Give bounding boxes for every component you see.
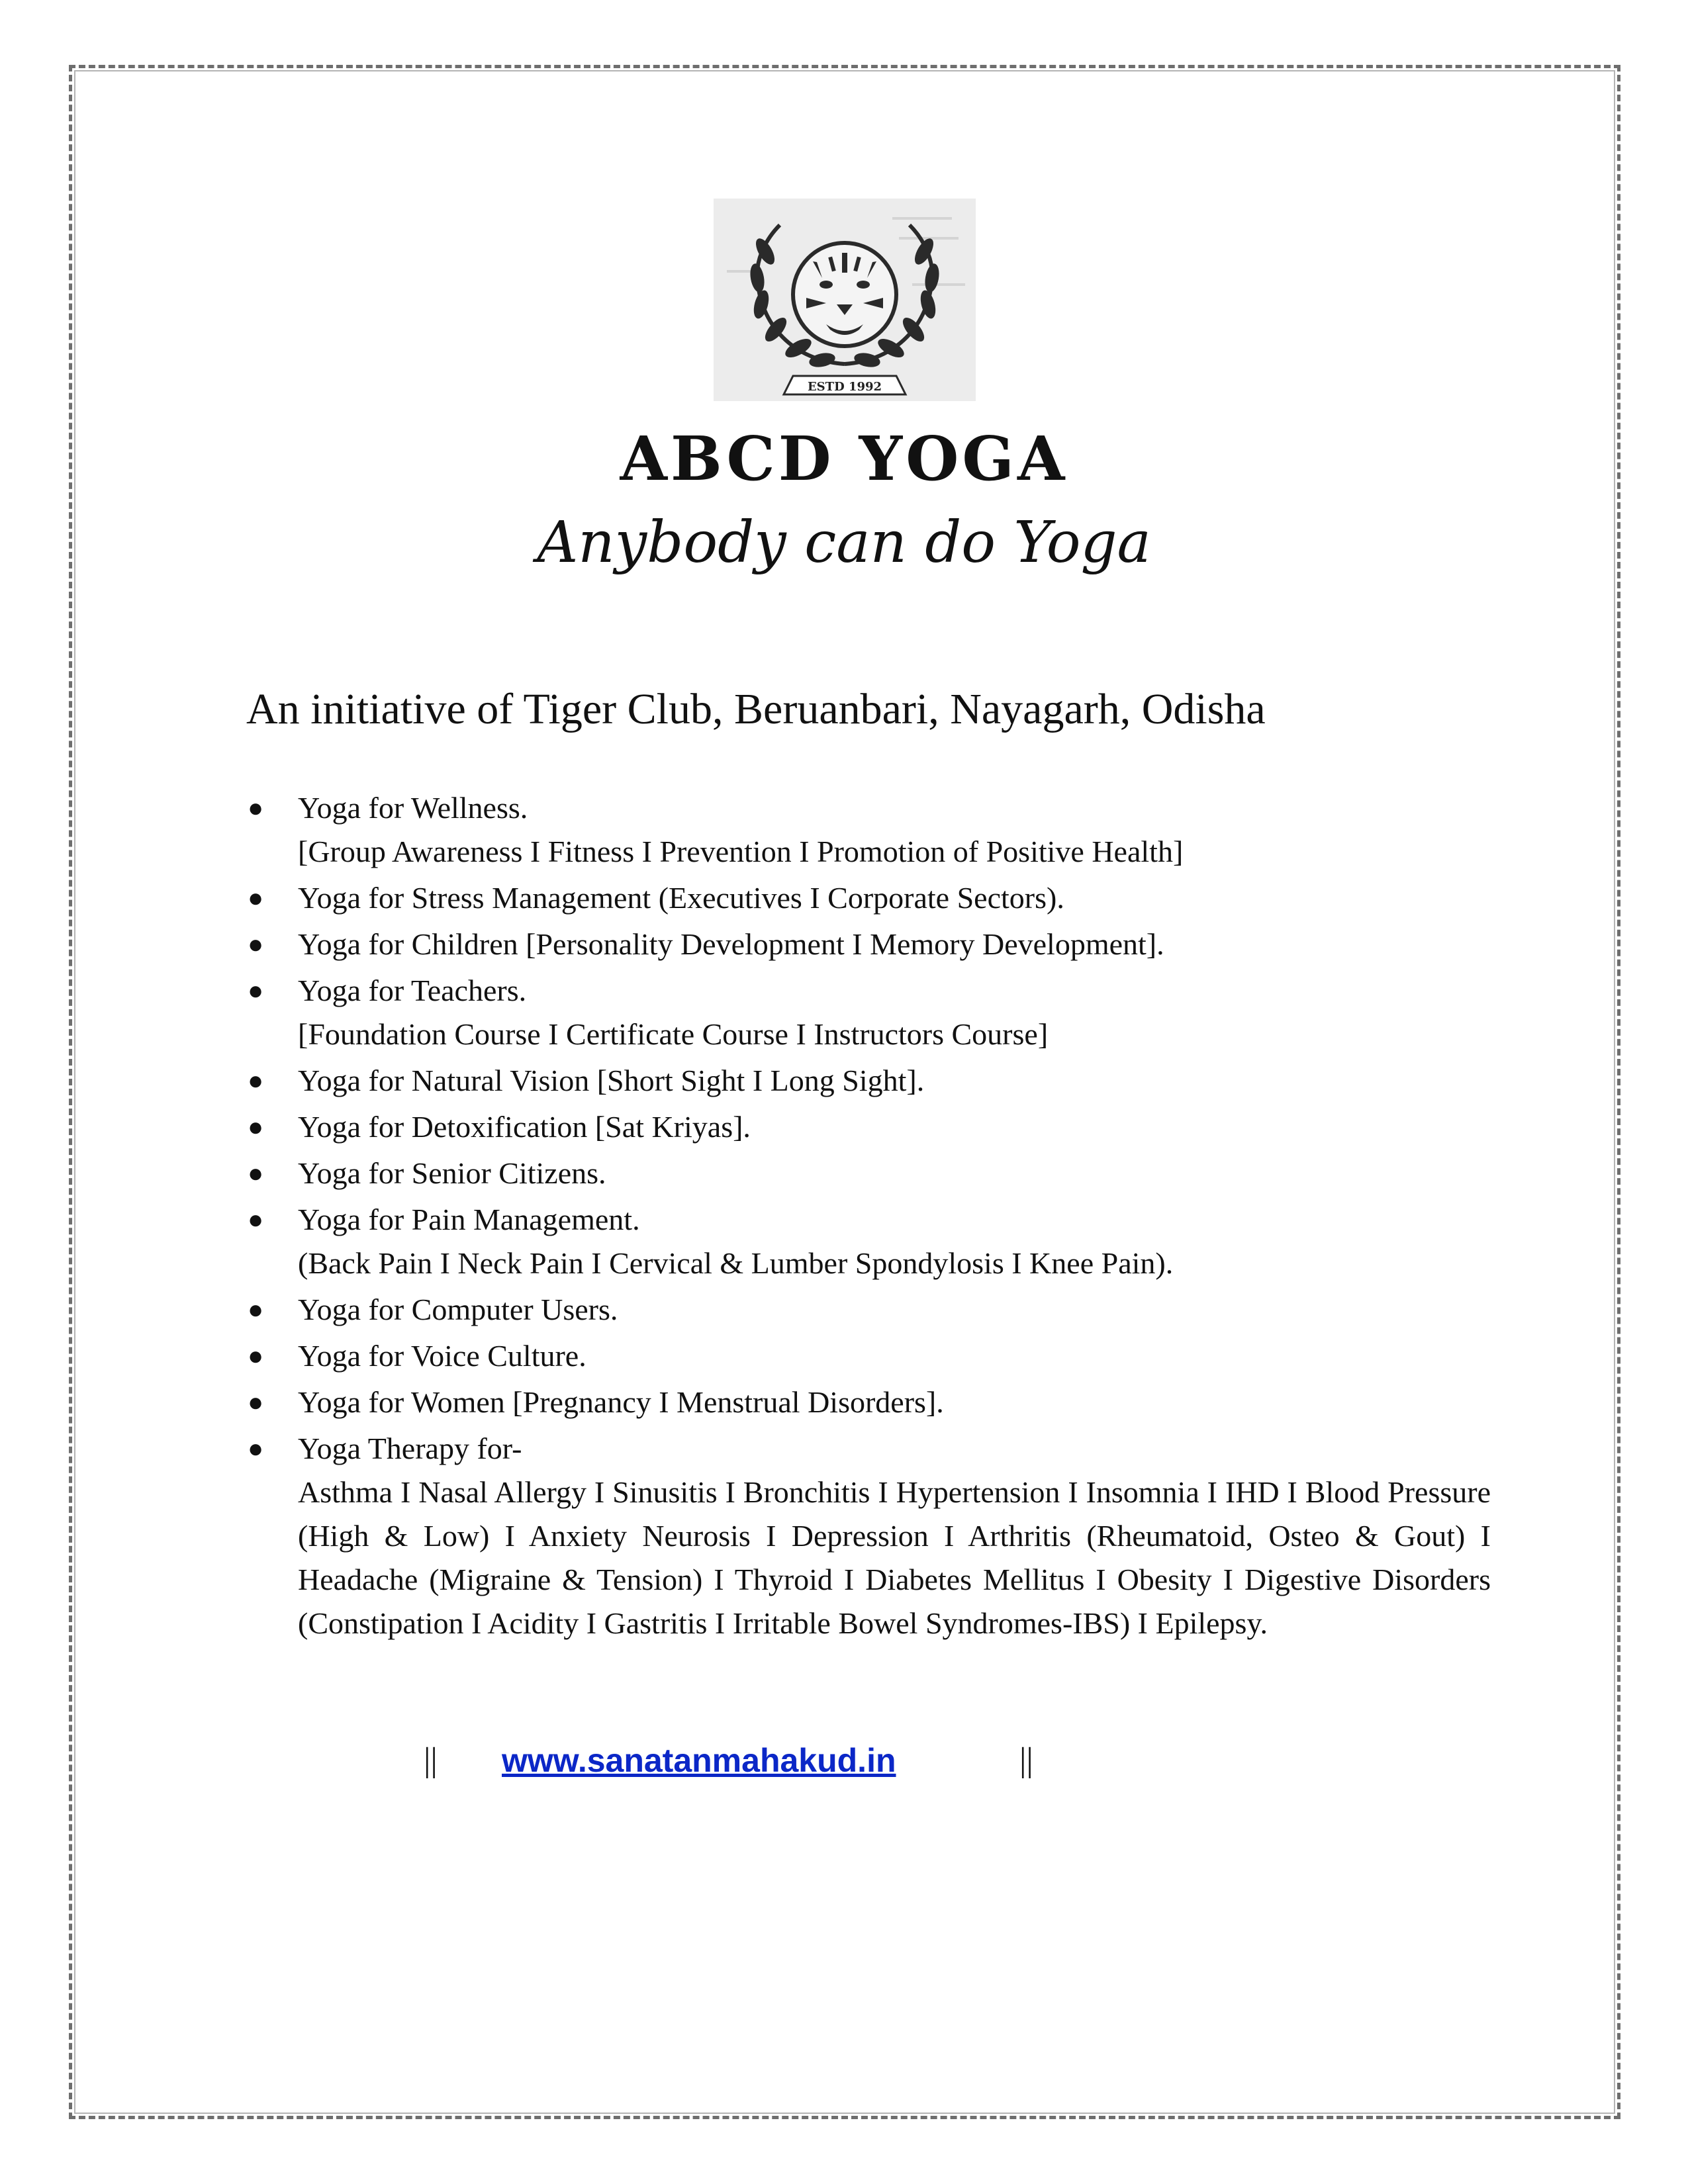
footer [0, 1734, 1688, 1787]
bullet-icon: ● [248, 1205, 264, 1234]
bullet-icon: ● [248, 1158, 264, 1188]
service-label: Yoga for Stress Management (Executives I Corporate Sectors). [298, 881, 1064, 915]
bullet-icon: ● [248, 1295, 264, 1324]
list-item [246, 1152, 1491, 1195]
bullet-icon: ● [248, 1387, 264, 1417]
list-item [246, 786, 1491, 874]
service-label: Yoga for Voice Culture. [298, 1339, 586, 1373]
service-label: Yoga for Pain Management. [298, 1203, 640, 1236]
service-label: Yoga Therapy for- [298, 1432, 522, 1465]
service-label: Yoga for Computer Users. [298, 1293, 618, 1326]
list-item [246, 1381, 1491, 1424]
bullet-icon: ● [248, 793, 264, 823]
list-item [246, 923, 1491, 966]
bullet-icon: ● [248, 1433, 264, 1463]
services-list [246, 786, 1491, 1648]
list-item [246, 1334, 1491, 1378]
estd-label: ESTD 1992 [807, 380, 882, 394]
bullet-icon: ● [248, 929, 264, 959]
tagline: Anybody can do Yoga [537, 510, 1151, 576]
therapy-conditions: Asthma I Nasal Allergy I Sinusitis I Bronchitis I Hypertension I Insomnia I IHD I Blood Pressure (High & Low) I Anxiety Neurosis I Depression I Arthritis (Rheumatoid, Osteo & Gout) I Headache (Migraine & Tension) I Thyroid I Diabetes Mellitus I Obesity I Digestive Disorders (Constipation I Acidity I Gastritis I Irritable Bowel Syndromes-IBS) I Epilepsy. [298, 1475, 1491, 1640]
service-label: Yoga for Teachers. [298, 974, 527, 1007]
list-item [246, 1288, 1491, 1332]
service-detail: [Foundation Course I Certificate Course I Instructors Course] [298, 1017, 1049, 1051]
website-link[interactable]: www.sanatanmahakud.in [502, 1742, 896, 1779]
list-item [246, 969, 1491, 1056]
service-label: Yoga for Women [Pregnancy I Menstrual Disorders]. [298, 1385, 944, 1419]
footer-right-mark: || [1019, 1741, 1033, 1779]
list-item [246, 876, 1491, 920]
service-label: Yoga for Senior Citizens. [298, 1156, 606, 1190]
initiative-statement: An initiative of Tiger Club, Beruanbari, Nayagarh, Odisha [246, 685, 1266, 733]
service-detail: (Back Pain I Neck Pain I Cervical & Lumber Spondylosis I Knee Pain). [298, 1246, 1174, 1280]
bullet-icon: ● [248, 976, 264, 1005]
tiger-club-emblem [714, 199, 976, 401]
list-item [246, 1059, 1491, 1103]
service-label: Yoga for Detoxification [Sat Kriyas]. [298, 1110, 751, 1144]
footer-left-mark: || [424, 1741, 438, 1779]
bullet-icon: ● [248, 883, 264, 913]
service-label: Yoga for Children [Personality Development I Memory Development]. [298, 927, 1164, 961]
bullet-icon: ● [248, 1341, 264, 1371]
bullet-icon: ● [248, 1066, 264, 1095]
list-item [246, 1105, 1491, 1149]
page-title: ABCD YOGA [620, 423, 1068, 494]
bullet-icon: ● [248, 1112, 264, 1142]
service-label: Yoga for Wellness. [298, 791, 528, 825]
list-item [246, 1198, 1491, 1285]
service-label: Yoga for Natural Vision [Short Sight I Long Sight]. [298, 1064, 925, 1097]
service-detail: [Group Awareness I Fitness I Prevention I Promotion of Positive Health] [298, 835, 1184, 868]
list-item [246, 1427, 1491, 1645]
